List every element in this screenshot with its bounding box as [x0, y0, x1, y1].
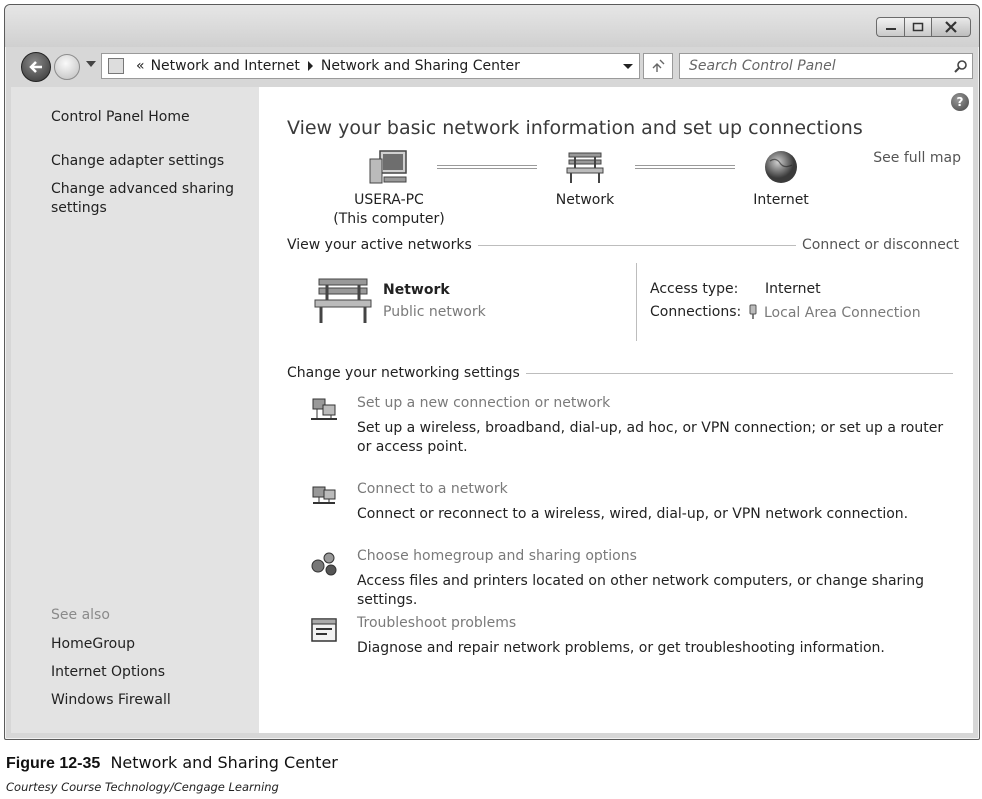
computer-subtitle: (This computer): [333, 211, 445, 227]
connect-network-description: Connect or reconnect to a wireless, wired, dial-up, or VPN network connection.: [357, 506, 909, 522]
control-panel-home-link[interactable]: Control Panel Home: [51, 109, 190, 125]
control-panel-icon: [108, 58, 124, 74]
network-location-link[interactable]: Public network: [383, 304, 486, 320]
page-title: View your basic network information and set up connections: [287, 117, 863, 139]
address-bar[interactable]: [101, 53, 640, 79]
see-full-map-link[interactable]: See full map: [873, 150, 961, 166]
globe-icon: [762, 149, 800, 185]
troubleshoot-icon: [309, 615, 339, 645]
internet-options-link[interactable]: Internet Options: [51, 664, 166, 680]
ethernet-plug-icon: [747, 304, 759, 320]
troubleshoot-description: Diagnose and repair network problems, or get troubleshooting information.: [357, 640, 885, 656]
refresh-icon: [650, 59, 666, 73]
breadcrumb-network-sharing-center[interactable]: Network and Sharing Center: [320, 58, 520, 74]
network-details-divider: [636, 263, 637, 341]
setup-connection-link[interactable]: Set up a new connection or network: [357, 395, 611, 411]
close-icon: [944, 21, 958, 33]
homegroup-icon: [309, 548, 339, 578]
connect-network-link[interactable]: Connect to a network: [357, 481, 508, 497]
navigation-bar: [15, 49, 975, 83]
heading-rule: [526, 373, 953, 374]
figure-credit: Courtesy Course Technology/Cengage Learning: [6, 780, 279, 794]
active-networks-title: View your active networks: [287, 237, 472, 253]
minimize-button[interactable]: [876, 17, 904, 37]
change-adapter-settings-link[interactable]: Change adapter settings: [51, 153, 225, 169]
explorer-window: [4, 4, 980, 740]
back-arrow-icon: [28, 60, 44, 74]
homegroup-link[interactable]: HomeGroup: [51, 636, 135, 652]
connect-or-disconnect-link[interactable]: Connect or disconnect: [802, 237, 959, 253]
close-button[interactable]: [931, 17, 971, 37]
internet-node-label: Internet: [753, 192, 809, 208]
access-type-value: Internet: [765, 281, 821, 297]
local-area-connection-link[interactable]: Local Area Connection: [764, 305, 921, 321]
sidebar: [11, 87, 259, 733]
figure-caption: [6, 753, 338, 773]
map-node-network[interactable]: [535, 149, 635, 210]
access-type-label: Access type:: [650, 281, 739, 297]
heading-rule: [478, 245, 796, 246]
figure-number: Figure 12-35: [6, 755, 101, 772]
forward-button[interactable]: [54, 54, 80, 80]
maximize-button[interactable]: [904, 17, 931, 37]
minimize-icon: [885, 23, 897, 31]
networking-settings-title: Change your networking settings: [287, 365, 520, 381]
see-also-label: See also: [51, 607, 110, 623]
search-box[interactable]: [679, 53, 973, 79]
maximize-icon: [912, 22, 924, 32]
refresh-button[interactable]: [643, 53, 673, 79]
back-button[interactable]: [21, 52, 51, 82]
computer-icon: [368, 149, 410, 185]
windows-firewall-link[interactable]: Windows Firewall: [51, 692, 171, 708]
bench-network-large-icon: [313, 275, 373, 327]
figure-title: Network and Sharing Center: [110, 753, 338, 772]
main-content: [259, 87, 973, 733]
map-node-computer[interactable]: [329, 149, 449, 229]
title-bar: [5, 5, 979, 47]
breadcrumb-overflow[interactable]: «: [136, 58, 145, 74]
change-advanced-sharing-link[interactable]: Change advanced sharing settings: [51, 181, 235, 216]
networking-settings-heading: [287, 365, 959, 381]
computer-name: USERA-PC: [354, 192, 424, 208]
new-connection-icon: [309, 395, 339, 425]
connect-network-icon: [309, 481, 339, 511]
address-dropdown-icon[interactable]: [623, 64, 633, 69]
map-connector-1: [437, 165, 537, 169]
network-node-label: Network: [555, 192, 615, 208]
homegroup-sharing-description: Access files and printers located on other network computers, or change sharing settings.: [357, 573, 924, 608]
map-node-internet[interactable]: [731, 149, 831, 210]
window-controls: [876, 17, 971, 37]
active-network-name: Network: [383, 282, 450, 298]
connections-label: Connections:: [650, 304, 742, 320]
active-networks-heading: [287, 237, 959, 253]
breadcrumb-separator-icon[interactable]: [308, 61, 313, 71]
troubleshoot-link[interactable]: Troubleshoot problems: [357, 615, 517, 631]
connections-value[interactable]: [747, 304, 921, 321]
breadcrumb-network-internet[interactable]: Network and Internet: [150, 58, 300, 74]
map-connector-2: [635, 165, 735, 169]
bench-network-icon: [565, 149, 605, 185]
recent-pages-dropdown[interactable]: [86, 61, 96, 67]
search-input[interactable]: [680, 58, 950, 74]
setup-connection-description: Set up a wireless, broadband, dial-up, ad hoc, or VPN connection; or set up a router or access point.: [357, 420, 944, 455]
homegroup-sharing-link[interactable]: Choose homegroup and sharing options: [357, 548, 637, 564]
help-icon[interactable]: ?: [951, 93, 969, 111]
search-icon[interactable]: [950, 59, 972, 73]
